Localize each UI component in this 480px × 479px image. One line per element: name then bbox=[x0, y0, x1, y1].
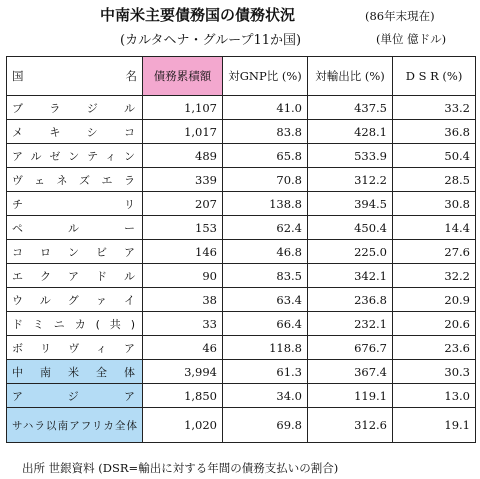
table-row bbox=[7, 264, 476, 288]
debt-table bbox=[6, 56, 476, 443]
table-row bbox=[7, 240, 476, 264]
source-note: 出所 世銀資料 (DSR=輸出に対する年間の債務支払いの割合) bbox=[22, 461, 339, 475]
cell-gnp: 34.0 bbox=[223, 384, 308, 408]
cell-dsr: 33.2 bbox=[393, 96, 476, 120]
table-row bbox=[7, 336, 476, 360]
cell-exports: 225.0 bbox=[308, 240, 393, 264]
table-row bbox=[7, 288, 476, 312]
header-country: 国 名 bbox=[7, 57, 143, 96]
unit-note: (単位 億ドル) bbox=[376, 32, 447, 46]
cell-debt: 146 bbox=[143, 240, 223, 264]
cell-country: チリ bbox=[7, 192, 143, 216]
cell-gnp: 41.0 bbox=[223, 96, 308, 120]
cell-dsr: 32.2 bbox=[393, 264, 476, 288]
cell-country: 中南米全体 bbox=[7, 360, 143, 384]
table-row bbox=[7, 192, 476, 216]
cell-debt: 3,994 bbox=[143, 360, 223, 384]
cell-gnp: 83.5 bbox=[223, 264, 308, 288]
cell-country: アジア bbox=[7, 384, 143, 408]
cell-dsr: 27.6 bbox=[393, 240, 476, 264]
table-row bbox=[7, 120, 476, 144]
table-row bbox=[7, 144, 476, 168]
cell-dsr: 14.4 bbox=[393, 216, 476, 240]
cell-country: ペルー bbox=[7, 216, 143, 240]
cell-gnp: 65.8 bbox=[223, 144, 308, 168]
date-note: (86年末現在) bbox=[365, 9, 435, 23]
cell-exports: 437.5 bbox=[308, 96, 393, 120]
cell-exports: 533.9 bbox=[308, 144, 393, 168]
cell-dsr: 19.1 bbox=[393, 408, 476, 443]
cell-country: ヴェネズエラ bbox=[7, 168, 143, 192]
table-row bbox=[7, 312, 476, 336]
cell-debt: 46 bbox=[143, 336, 223, 360]
header-exports: 対輸出比 (%) bbox=[308, 57, 393, 96]
cell-dsr: 23.6 bbox=[393, 336, 476, 360]
cell-debt: 33 bbox=[143, 312, 223, 336]
cell-gnp: 63.4 bbox=[223, 288, 308, 312]
cell-dsr: 30.8 bbox=[393, 192, 476, 216]
cell-gnp: 118.8 bbox=[223, 336, 308, 360]
cell-country: アルゼンティン bbox=[7, 144, 143, 168]
header-debt: 債務累積額 bbox=[143, 57, 223, 96]
cell-exports: 394.5 bbox=[308, 192, 393, 216]
cell-debt: 339 bbox=[143, 168, 223, 192]
cell-debt: 38 bbox=[143, 288, 223, 312]
cell-gnp: 61.3 bbox=[223, 360, 308, 384]
cell-exports: 367.4 bbox=[308, 360, 393, 384]
header-gnp: 対GNP比 (%) bbox=[223, 57, 308, 96]
table-row bbox=[7, 384, 476, 408]
cell-debt: 489 bbox=[143, 144, 223, 168]
cell-gnp: 138.8 bbox=[223, 192, 308, 216]
cell-dsr: 13.0 bbox=[393, 384, 476, 408]
cell-country: ウルグァイ bbox=[7, 288, 143, 312]
table-body bbox=[7, 96, 476, 443]
cell-debt: 1,107 bbox=[143, 96, 223, 120]
cell-exports: 676.7 bbox=[308, 336, 393, 360]
table-row bbox=[7, 408, 476, 443]
cell-country: ドミニカ(共) bbox=[7, 312, 143, 336]
cell-dsr: 20.9 bbox=[393, 288, 476, 312]
cell-exports: 342.1 bbox=[308, 264, 393, 288]
cell-country: エクアドル bbox=[7, 264, 143, 288]
cell-country: ボリヴィア bbox=[7, 336, 143, 360]
cell-exports: 312.6 bbox=[308, 408, 393, 443]
cell-debt: 1,020 bbox=[143, 408, 223, 443]
cell-exports: 450.4 bbox=[308, 216, 393, 240]
cell-dsr: 36.8 bbox=[393, 120, 476, 144]
cell-debt: 1,850 bbox=[143, 384, 223, 408]
cell-country: メキシコ bbox=[7, 120, 143, 144]
cell-country: サハラ以南アフリカ全体 bbox=[7, 408, 143, 443]
cell-exports: 232.1 bbox=[308, 312, 393, 336]
table-row bbox=[7, 216, 476, 240]
header-dsr: D S R (%) bbox=[393, 57, 476, 96]
cell-gnp: 83.8 bbox=[223, 120, 308, 144]
cell-dsr: 20.6 bbox=[393, 312, 476, 336]
cell-debt: 1,017 bbox=[143, 120, 223, 144]
cell-gnp: 46.8 bbox=[223, 240, 308, 264]
cell-exports: 312.2 bbox=[308, 168, 393, 192]
header-row bbox=[7, 57, 476, 96]
cell-gnp: 70.8 bbox=[223, 168, 308, 192]
page-title: 中南米主要債務国の債務状況 bbox=[100, 6, 296, 24]
cell-gnp: 66.4 bbox=[223, 312, 308, 336]
cell-gnp: 69.8 bbox=[223, 408, 308, 443]
table-row bbox=[7, 96, 476, 120]
cell-dsr: 50.4 bbox=[393, 144, 476, 168]
cell-exports: 236.8 bbox=[308, 288, 393, 312]
cell-country: コロンビア bbox=[7, 240, 143, 264]
cell-debt: 207 bbox=[143, 192, 223, 216]
table-row bbox=[7, 360, 476, 384]
cell-debt: 153 bbox=[143, 216, 223, 240]
cell-exports: 428.1 bbox=[308, 120, 393, 144]
cell-exports: 119.1 bbox=[308, 384, 393, 408]
cell-gnp: 62.4 bbox=[223, 216, 308, 240]
cell-country: ブラジル bbox=[7, 96, 143, 120]
cell-debt: 90 bbox=[143, 264, 223, 288]
table-row bbox=[7, 168, 476, 192]
cell-dsr: 30.3 bbox=[393, 360, 476, 384]
subtitle: (カルタヘナ・グループ11か国) bbox=[120, 33, 302, 48]
cell-dsr: 28.5 bbox=[393, 168, 476, 192]
